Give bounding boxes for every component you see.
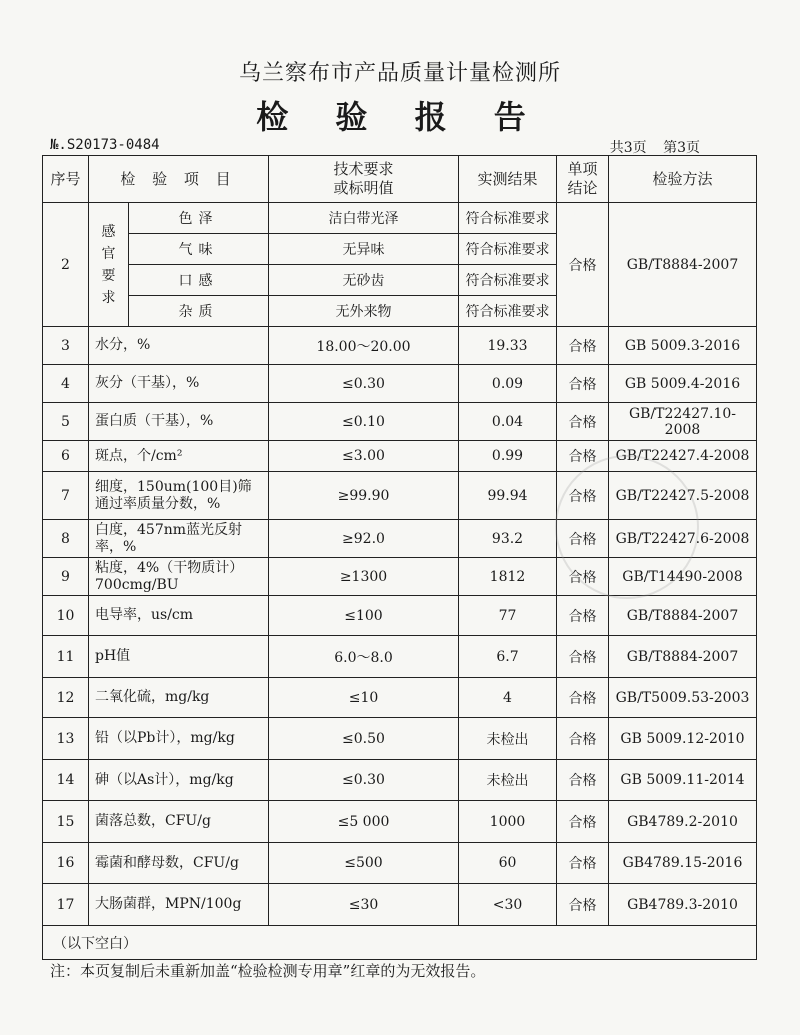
cell-result: 符合标准要求 [459,296,557,327]
table-header-row [43,156,757,203]
cell-conclusion: 合格 [557,520,609,558]
table-row [43,365,757,403]
table-row [43,801,757,843]
sensory-label-char: 感 [101,223,116,240]
blank-note: （以下空白） [43,926,757,960]
cell-method: GB/T22427.10-2008 [609,403,757,441]
cell-seq: 2 [43,203,89,327]
cell-seq: 12 [43,678,89,718]
sensory-label-char: 官 [101,245,116,262]
cell-requirement: 洁白带光泽 [269,203,459,234]
cell-result: 未检出 [459,718,557,760]
col-header-requirement-line2: 或标明值 [333,179,394,197]
cell-result: 93.2 [459,520,557,558]
cell-requirement: ≥99.90 [269,472,459,520]
footnote: 注：本页复制后未重新加盖“检验检测专用章”红章的为无效报告。 [50,962,486,980]
cell-seq: 10 [43,596,89,636]
cell-item: 菌落总数，CFU/g [89,801,269,843]
cell-result: 符合标准要求 [459,234,557,265]
cell-requirement: 无异味 [269,234,459,265]
cell-seq: 14 [43,760,89,801]
cell-conclusion: 合格 [557,365,609,403]
cell-conclusion: 合格 [557,801,609,843]
col-header-requirement-line1: 技术要求 [333,160,394,178]
cell-requirement: ≤3.00 [269,441,459,472]
cell-result: 符合标准要求 [459,265,557,296]
cell-seq: 5 [43,403,89,441]
cell-result: 1812 [459,558,557,596]
cell-item: 蛋白质（干基），% [89,403,269,441]
cell-seq: 15 [43,801,89,843]
table-row [43,403,757,441]
cell-item: 铅（以Pb计），mg/kg [89,718,269,760]
cell-result: 0.09 [459,365,557,403]
table-row [43,441,757,472]
sensory-label [89,203,129,327]
cell-seq: 13 [43,718,89,760]
cell-requirement: ≤0.50 [269,718,459,760]
table-row [43,843,757,884]
inspection-table [42,155,757,960]
cell-seq: 17 [43,884,89,926]
cell-method: GB4789.15-2016 [609,843,757,884]
cell-result: 6.7 [459,636,557,678]
cell-method: GB/T22427.5-2008 [609,472,757,520]
cell-conclusion: 合格 [557,441,609,472]
cell-requirement: ≥1300 [269,558,459,596]
cell-item: 砷（以As计），mg/kg [89,760,269,801]
cell-method: GB 5009.12-2010 [609,718,757,760]
cell-result: 77 [459,596,557,636]
cell-item: 色泽 [129,203,269,234]
table-row [43,678,757,718]
cell-item: 灰分（干基），% [89,365,269,403]
col-header-seq: 序号 [43,156,89,203]
table-row [43,718,757,760]
sensory-label-char: 求 [101,289,116,306]
organization-name: 乌兰察布市产品质量计量检测所 [238,61,561,86]
cell-method: GB/T22427.6-2008 [609,520,757,558]
report-number: №.S20173-0484 [50,137,160,153]
cell-seq: 6 [43,441,89,472]
cell-requirement: 6.0～8.0 [269,636,459,678]
cell-conclusion: 合格 [557,636,609,678]
table-row [43,472,757,520]
table-row [43,520,757,558]
col-header-requirement [269,156,459,203]
cell-method: GB4789.2-2010 [609,801,757,843]
cell-item: 电导率，us/cm [89,596,269,636]
table-row [43,760,757,801]
cell-method: GB/T8884-2007 [609,636,757,678]
cell-item: 二氧化硫，mg/kg [89,678,269,718]
cell-result: 19.33 [459,327,557,365]
cell-item: 白度，457nm蓝光反射率，% [89,520,269,558]
cell-conclusion: 合格 [557,678,609,718]
cell-result: 1000 [459,801,557,843]
col-header-conclusion-line2: 结论 [567,179,598,197]
report-title: 检 验 报 告 [256,98,544,136]
cell-result: 4 [459,678,557,718]
cell-conclusion: 合格 [557,718,609,760]
cell-seq: 3 [43,327,89,365]
cell-conclusion: 合格 [557,596,609,636]
cell-requirement: 18.00～20.00 [269,327,459,365]
cell-method: GB 5009.4-2016 [609,365,757,403]
cell-conclusion: 合格 [557,403,609,441]
table-row [43,327,757,365]
table-row [43,636,757,678]
cell-result: 0.99 [459,441,557,472]
cell-item: 大肠菌群，MPN/100g [89,884,269,926]
table-row [43,203,757,234]
cell-method: GB4789.3-2010 [609,884,757,926]
cell-method: GB/T8884-2007 [609,203,757,327]
cell-method: GB/T14490-2008 [609,558,757,596]
blank-row [43,926,757,960]
cell-requirement: ≤0.30 [269,365,459,403]
page-count [598,137,700,157]
cell-requirement: ≥92.0 [269,520,459,558]
cell-item: pH值 [89,636,269,678]
cell-conclusion: 合格 [557,558,609,596]
cell-requirement: 无外来物 [269,296,459,327]
cell-requirement: 无砂齿 [269,265,459,296]
cell-method: GB 5009.11-2014 [609,760,757,801]
cell-seq: 4 [43,365,89,403]
cell-seq: 9 [43,558,89,596]
current-page: 第3页 [663,140,700,156]
cell-result: <30 [459,884,557,926]
cell-seq: 8 [43,520,89,558]
cell-method: GB 5009.3-2016 [609,327,757,365]
cell-item: 气味 [129,234,269,265]
cell-item: 细度，150um(100目)筛通过率质量分数，% [89,472,269,520]
cell-conclusion: 合格 [557,884,609,926]
cell-requirement: ≤0.30 [269,760,459,801]
col-header-conclusion [557,156,609,203]
cell-conclusion: 合格 [557,203,609,327]
cell-item: 口感 [129,265,269,296]
table-row [43,558,757,596]
cell-conclusion: 合格 [557,843,609,884]
cell-seq: 16 [43,843,89,884]
cell-seq: 11 [43,636,89,678]
col-header-method: 检验方法 [609,156,757,203]
cell-requirement: ≤10 [269,678,459,718]
cell-requirement: ≤5 000 [269,801,459,843]
cell-method: GB/T22427.4-2008 [609,441,757,472]
cell-result: 0.04 [459,403,557,441]
total-pages: 共3页 [609,140,647,156]
table-row [43,884,757,926]
cell-item: 霉菌和酵母数，CFU/g [89,843,269,884]
cell-result: 未检出 [459,760,557,801]
cell-item: 斑点，个/cm² [89,441,269,472]
cell-method: GB/T8884-2007 [609,596,757,636]
cell-requirement: ≤100 [269,596,459,636]
cell-result: 符合标准要求 [459,203,557,234]
cell-item: 杂质 [129,296,269,327]
cell-seq: 7 [43,472,89,520]
sensory-label-char: 要 [101,267,116,284]
cell-result: 99.94 [459,472,557,520]
col-header-item: 检 验 项 目 [89,156,269,203]
cell-conclusion: 合格 [557,472,609,520]
cell-item: 水分，% [89,327,269,365]
cell-item: 粘度，4%（干物质计）700cmg/BU [89,558,269,596]
col-header-result: 实测结果 [459,156,557,203]
cell-result: 60 [459,843,557,884]
cell-requirement: ≤500 [269,843,459,884]
table-row [43,596,757,636]
cell-conclusion: 合格 [557,760,609,801]
cell-requirement: ≤30 [269,884,459,926]
cell-conclusion: 合格 [557,327,609,365]
cell-requirement: ≤0.10 [269,403,459,441]
col-header-conclusion-line1: 单项 [567,160,598,178]
cell-method: GB/T5009.53-2003 [609,678,757,718]
